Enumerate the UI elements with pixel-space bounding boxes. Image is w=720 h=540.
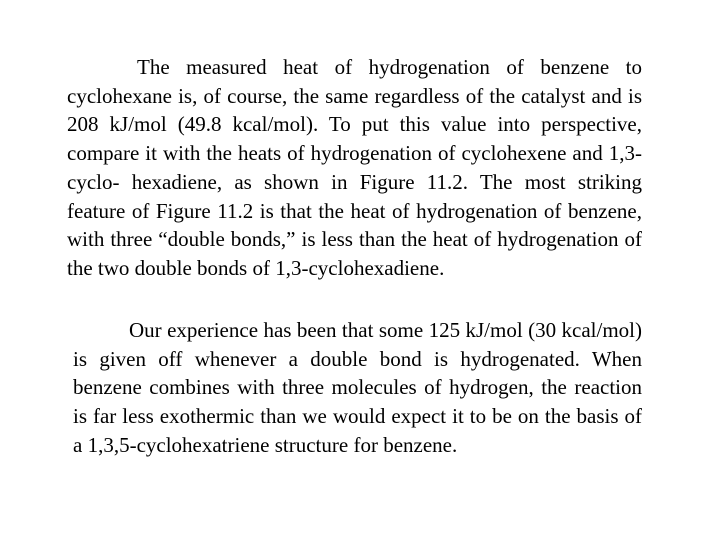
paragraph-heat-of-hydrogenation: The measured heat of hydrogenation of benzene to cyclohexane is, of course, the same regardless of the catalyst and is 208 kJ/mol (49.8 kcal/mol). To put this value into perspective, compare it with the heats of hydrogenation of cyclohexene and 1,3-cyclo- hexadiene, as shown in Figure 11.2. The most striking feature of Figure 11.2 is that the heat of hydrogenation of benzene, with three “double bonds,” is less than the heat of hydrogenation of the two double bonds of 1,3-cyclohexadiene. [67,55,642,280]
paragraph-experience-double-bond: Our experience has been that some 125 kJ/mol (30 kcal/mol) is given off whenever a double bond is hydrogenated. When benzene combines with three molecules of hydrogen, the reaction is far less exothermic than we would expect it to be on the basis of a 1,3,5-cyclohexatriene structure for benzene. [73,318,642,457]
